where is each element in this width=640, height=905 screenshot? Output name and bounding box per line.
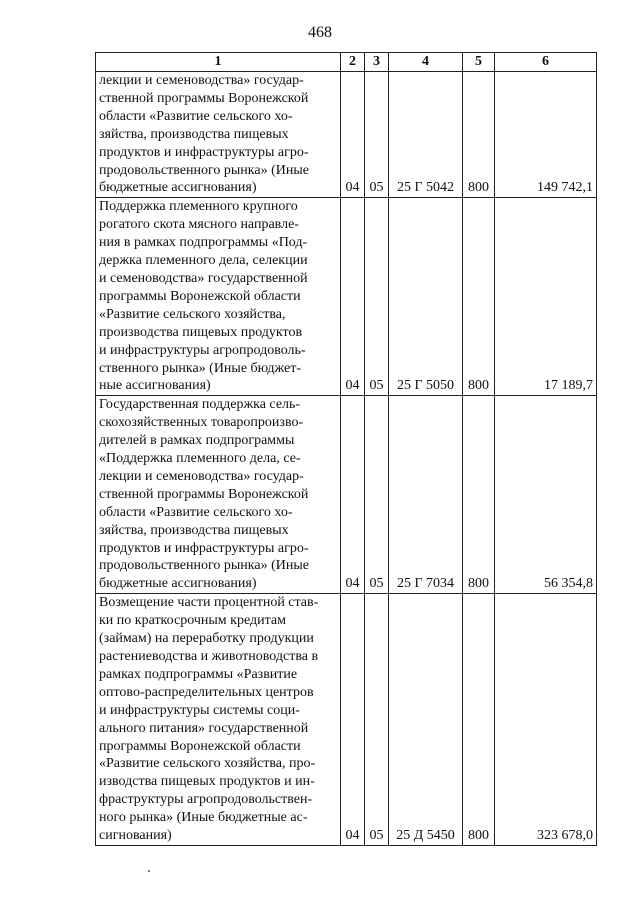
description-line: производства пищевых продуктов <box>99 324 303 340</box>
description-line: «Развитие сельского хозяйства, про- <box>99 756 316 772</box>
row-amount: 149 742,1 <box>495 72 597 198</box>
row-subsection-code: 05 <box>365 594 389 846</box>
description-line: Поддержка племенного крупного <box>99 199 298 215</box>
row-subsection-code: 05 <box>365 396 389 594</box>
description-line: и семеноводства» государственной <box>99 270 308 286</box>
row-expense-type: 800 <box>463 594 495 846</box>
header-col-2: 2 <box>341 53 365 72</box>
header-col-1: 1 <box>96 53 341 72</box>
row-description <box>96 396 341 594</box>
description-line: (займам) на переработку продукции <box>99 631 314 647</box>
description-line: и инфраструктуры системы соци- <box>99 702 300 718</box>
description-line: бюджетные ассигнования) <box>99 576 257 592</box>
description-line: продовольственного рынка» (Иные <box>99 162 309 178</box>
table-row <box>96 72 597 198</box>
description-line: программы Воронежской области <box>99 288 301 304</box>
description-line: продуктов и инфраструктуры агро- <box>99 540 309 556</box>
row-target-article: 25 Г 5042 <box>389 72 463 198</box>
description-line: ственного рынка» (Иные бюджет- <box>99 360 302 376</box>
row-description <box>96 594 341 846</box>
page-number: 468 <box>308 24 332 41</box>
row-section-code: 04 <box>341 396 365 594</box>
table-header-row <box>96 53 597 72</box>
row-amount: 56 354,8 <box>495 396 597 594</box>
description-line: «Поддержка племенного дела, се- <box>99 451 301 467</box>
table-row <box>96 198 597 396</box>
description-line: ния в рамках подпрограммы «Под- <box>99 235 308 251</box>
description-line: бюджетные ассигнования) <box>99 180 257 196</box>
header-col-5: 5 <box>463 53 495 72</box>
row-expense-type: 800 <box>463 72 495 198</box>
table-row <box>96 396 597 594</box>
budget-table <box>95 52 597 846</box>
description-line: области «Развитие сельского хо- <box>99 108 293 124</box>
description-line: продуктов и инфраструктуры агро- <box>99 144 309 160</box>
row-section-code: 04 <box>341 72 365 198</box>
scan-speck <box>148 870 150 872</box>
description-line: Возмещение части процентной став- <box>99 595 319 611</box>
row-subsection-code: 05 <box>365 198 389 396</box>
description-line: рогатого скота мясного направле- <box>99 217 299 233</box>
description-line: сигнования) <box>99 828 172 844</box>
header-col-4: 4 <box>389 53 463 72</box>
row-expense-type: 800 <box>463 396 495 594</box>
description-line: зяйства, производства пищевых <box>99 522 289 538</box>
description-line: растениеводства и животноводства в <box>99 649 319 664</box>
table-row <box>96 594 597 846</box>
row-target-article: 25 Г 5050 <box>389 198 463 396</box>
row-expense-type: 800 <box>463 198 495 396</box>
row-description <box>96 198 341 396</box>
description-line: ные ассигнования) <box>99 378 211 394</box>
row-target-article: 25 Г 7034 <box>389 396 463 594</box>
description-line: ственной программы Воронежской <box>99 486 309 502</box>
description-line: «Развитие сельского хозяйства, <box>99 306 286 322</box>
description-line: оптово-распределительных центров <box>99 684 314 700</box>
description-line: дителей в рамках подпрограммы <box>99 433 295 449</box>
description-line: ального питания» государственной <box>99 720 309 736</box>
description-line: скохозяйственных товаропроизво- <box>99 415 304 431</box>
header-col-3: 3 <box>365 53 389 72</box>
description-line: рамках подпрограммы «Развитие <box>99 666 298 682</box>
description-line: лекции и семеноводства» государ- <box>99 73 304 88</box>
description-line: ственной программы Воронежской <box>99 90 309 106</box>
description-line: области «Развитие сельского хо- <box>99 504 293 520</box>
row-section-code: 04 <box>341 594 365 846</box>
description-line: продовольственного рынка» (Иные <box>99 558 309 574</box>
description-line: держка племенного дела, селекции <box>99 253 308 269</box>
description-line: фраструктуры агропродовольствен- <box>99 792 313 808</box>
description-line: лекции и семеноводства» государ- <box>99 468 304 484</box>
description-line: программы Воронежской области <box>99 738 301 754</box>
table-body <box>96 72 597 846</box>
description-line: изводства пищевых продуктов и ин- <box>99 774 315 790</box>
description-line: ки по краткосрочным кредитам <box>99 613 286 629</box>
row-section-code: 04 <box>341 198 365 396</box>
description-line: Государственная поддержка сель- <box>99 397 301 413</box>
row-target-article: 25 Д 5450 <box>389 594 463 846</box>
description-line: и инфраструктуры агропродоволь- <box>99 342 306 358</box>
description-line: зяйства, производства пищевых <box>99 126 289 142</box>
row-amount: 17 189,7 <box>495 198 597 396</box>
description-line: ного рынка» (Иные бюджетные ас- <box>99 810 308 826</box>
header-col-6: 6 <box>495 53 597 72</box>
row-subsection-code: 05 <box>365 72 389 198</box>
row-description <box>96 72 341 198</box>
row-amount: 323 678,0 <box>495 594 597 846</box>
